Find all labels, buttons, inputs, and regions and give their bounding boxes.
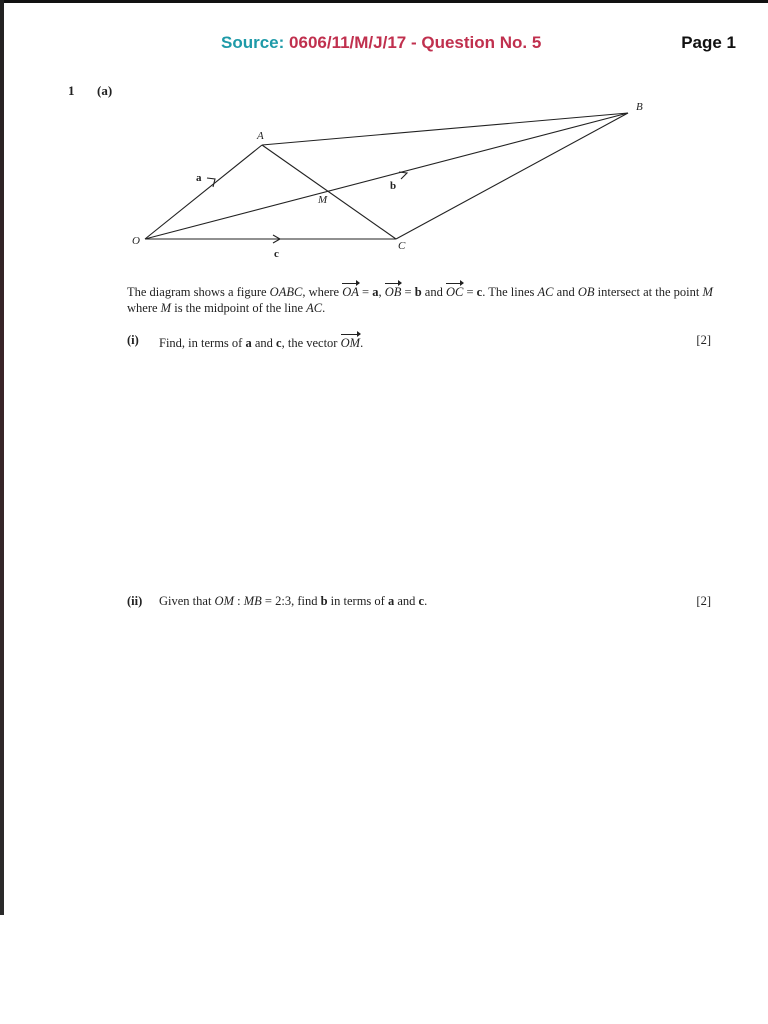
question-text: in terms of: [327, 594, 388, 608]
arrow-b-icon: [399, 172, 407, 179]
question-text: .: [424, 594, 428, 608]
equals-sign: =: [401, 285, 415, 299]
equals-sign: =: [358, 285, 373, 299]
label-c: C: [398, 240, 406, 252]
edge-cb: [396, 113, 628, 239]
point-m: M: [160, 301, 172, 315]
figure-name: OABC: [269, 285, 303, 299]
question-text: .: [360, 336, 364, 350]
question-intro: [127, 281, 717, 316]
part-ii-marks: [2]: [696, 594, 711, 608]
vector-om: OM: [341, 332, 360, 351]
label-m: M: [318, 194, 328, 206]
line-ac: AC: [306, 301, 323, 315]
equals-sign: =: [463, 285, 477, 299]
vector-oc: OC: [446, 281, 463, 300]
page-number: Page 1: [681, 33, 736, 52]
question-text: and: [394, 594, 419, 608]
source-code: 0606/11/M/J/17 - Question No. 5: [289, 33, 542, 52]
bold-a: a: [245, 336, 252, 350]
point-m: M: [702, 285, 713, 299]
edge-oa: [145, 145, 262, 239]
label-vector-b: b: [390, 180, 397, 192]
bold-c: c: [276, 336, 282, 350]
bold-a: a: [387, 594, 395, 608]
bold-b: b: [320, 594, 328, 608]
question-text: , the vector: [281, 336, 341, 350]
intro-text: , where: [302, 285, 343, 299]
line-ob: OB: [577, 285, 595, 299]
part-i-label: (i): [127, 333, 139, 347]
vector-ob: OB: [385, 281, 402, 300]
intro-text: is the midpoint of the line: [171, 301, 307, 315]
intro-text: The diagram shows a figure: [127, 285, 270, 299]
intro-text: and: [421, 285, 446, 299]
edge-ac: [262, 145, 396, 239]
source-label: Source:: [221, 33, 285, 52]
question-text: and: [251, 336, 277, 350]
segment-om: OM: [214, 594, 234, 608]
bold-b: b: [414, 285, 422, 299]
bold-c: c: [476, 285, 483, 299]
edge-ob: [145, 113, 628, 239]
bold-a: a: [372, 285, 379, 299]
intro-text: .: [322, 301, 326, 315]
intro-text: where: [127, 301, 161, 315]
vector-diagram: [4, 3, 768, 303]
line-ac: AC: [537, 285, 554, 299]
part-i-question: [159, 332, 363, 351]
part-i-marks: [2]: [696, 333, 711, 347]
intro-text: and: [553, 285, 578, 299]
intro-text: . The lines: [482, 285, 538, 299]
segment-mb: MB: [243, 594, 262, 608]
label-b: B: [636, 101, 643, 113]
label-vector-a: a: [196, 172, 202, 184]
intro-text: intersect at the point: [594, 285, 703, 299]
label-a: A: [257, 130, 264, 142]
part-ii-question: [159, 593, 427, 609]
part-ii-label: (ii): [127, 594, 143, 608]
bold-c: c: [418, 594, 425, 608]
edge-ab: [262, 113, 628, 145]
question-text: Given that: [159, 594, 215, 608]
intro-text: ,: [378, 285, 385, 299]
question-part: (a): [97, 83, 113, 98]
question-text: = 2:3, find: [261, 594, 321, 608]
document-page: [4, 3, 768, 915]
vector-oa: OA: [342, 281, 359, 300]
question-number: 1: [68, 83, 75, 98]
label-o: O: [132, 235, 140, 247]
label-vector-c: c: [274, 248, 279, 260]
ratio-colon: :: [234, 594, 244, 608]
question-text: Find, in terms of: [159, 336, 246, 350]
